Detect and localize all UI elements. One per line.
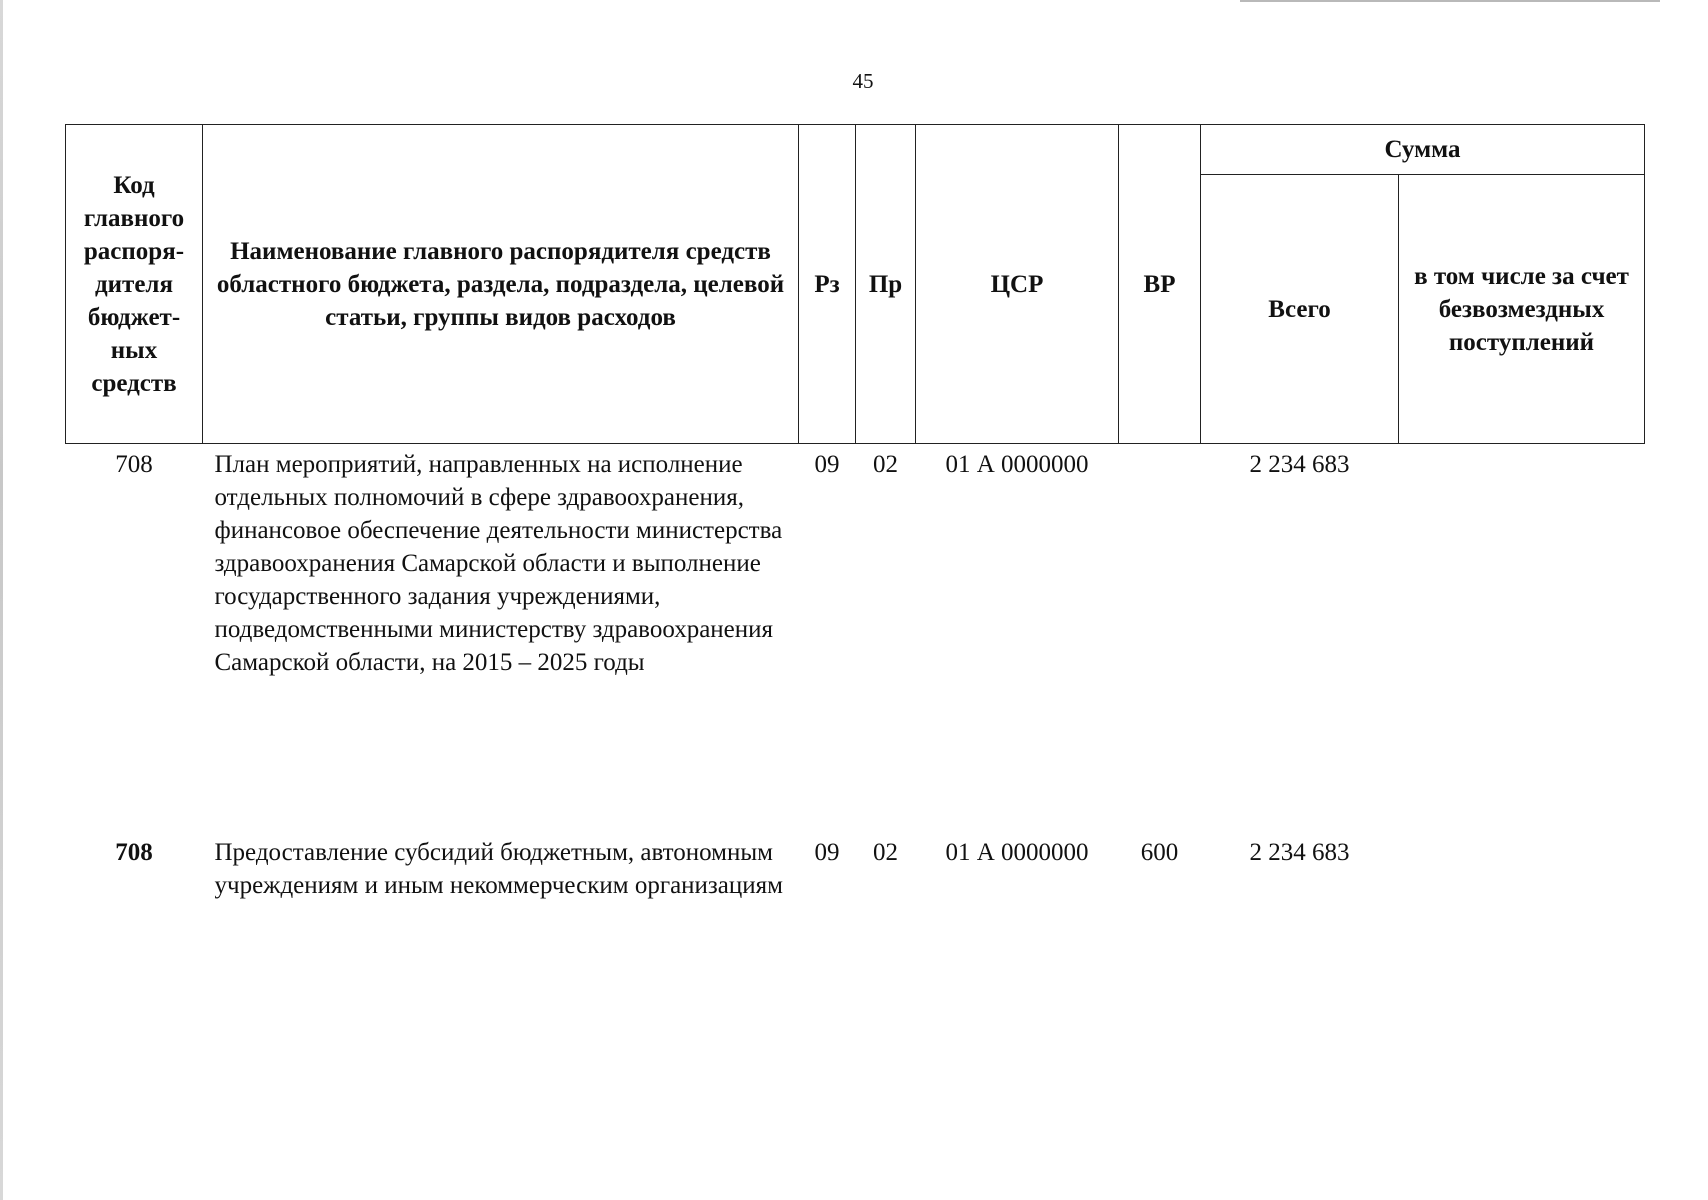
header-total: Всего xyxy=(1201,175,1399,444)
cell-incl xyxy=(1399,832,1645,956)
cell-code: 708 xyxy=(115,839,153,866)
cell-csr: 01 А 0000000 xyxy=(945,451,1089,478)
header-sum: Сумма xyxy=(1201,125,1645,175)
cell-pr: 02 xyxy=(873,451,898,478)
cell-name: Предоставление субсидий бюджетным, автономным учреждениям и иным некоммерческим организациям xyxy=(214,839,783,899)
cell-pr: 02 xyxy=(873,839,898,866)
header-code: Код главного распоря- дителя бюджет- ных средств xyxy=(66,125,203,444)
cell-total: 2 234 683 xyxy=(1249,839,1350,866)
header-csr: ЦСР xyxy=(916,125,1119,444)
table-row xyxy=(66,832,1645,956)
scan-edge-top xyxy=(1240,0,1660,2)
table-body xyxy=(66,444,1645,957)
table-row xyxy=(66,444,1645,833)
cell-vr: 600 xyxy=(1140,839,1179,866)
header-vr: ВР xyxy=(1119,125,1201,444)
cell-rz: 09 xyxy=(814,451,840,478)
header-incl: в том числе за счет безвозмездных поступлений xyxy=(1399,175,1645,444)
cell-rz: 09 xyxy=(814,839,840,866)
cell-incl xyxy=(1399,444,1645,833)
cell-code: 708 xyxy=(115,451,153,478)
cell-vr xyxy=(1119,444,1201,833)
budget-table xyxy=(65,124,1645,956)
header-rz: Рз xyxy=(799,125,856,444)
cell-total: 2 234 683 xyxy=(1249,451,1350,478)
cell-csr: 01 А 0000000 xyxy=(945,839,1089,866)
cell-name: План мероприятий, направленных на исполнение отдельных полномочий в сфере здравоохранения, финансовое обеспечение деятельности министерства здравоохранения Самарской области и выполнение государственного задания учреждениями, подведомственными министерству здравоохранения Самарской области, на 2015 – 2025 годы xyxy=(214,451,783,676)
scan-edge-left xyxy=(0,0,3,1200)
header-pr: Пр xyxy=(856,125,916,444)
header-name: Наименование главного распорядителя средств областного бюджета, раздела, подраздела, целевой статьи, группы видов расходов xyxy=(203,125,799,444)
table-header xyxy=(66,125,1645,444)
page-number: 45 xyxy=(852,69,874,93)
